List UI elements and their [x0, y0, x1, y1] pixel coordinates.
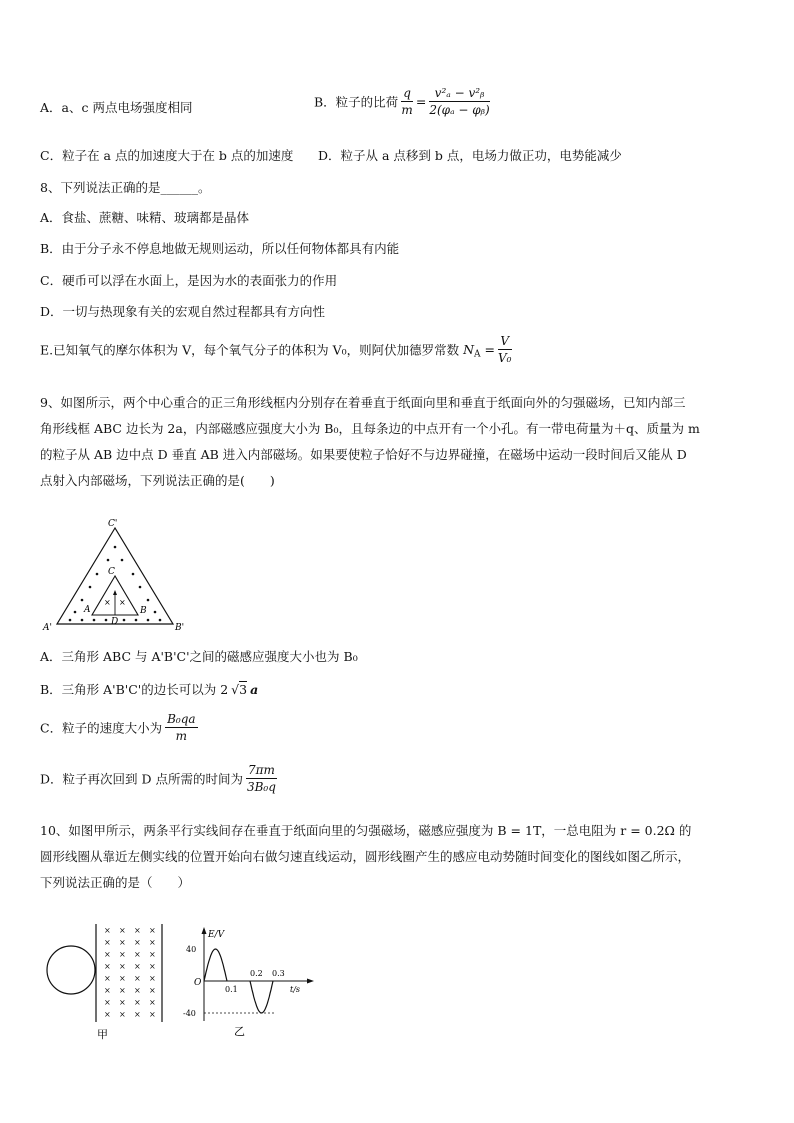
field-cross: × [104, 926, 111, 935]
label-d: D [111, 617, 119, 627]
q7-option-b-lhs: $\frac{q}{m}$ [401, 86, 413, 117]
q10-stem: 10、如图甲所示，两条平行实线间存在垂直于纸面向里的匀强磁场，磁感应强度为 B = 1T，一总电阻为 r = 0.2Ω 的 圆形线圈从靠近左侧实线的位置开始向右做匀速直线运动，圆形线圈产生的感应电动势随时间变化的图线如图乙所示， 下列说法正确的是（ ） [40, 823, 692, 890]
field-cross: × [119, 998, 126, 1007]
field-cross: × [134, 986, 141, 995]
q9-triangle-figure [40, 514, 190, 636]
field-cross: × [149, 938, 156, 947]
field-cross: × [104, 998, 111, 1007]
emf-series-1-line [204, 949, 227, 981]
field-cross: × [134, 998, 141, 1007]
q8-option-c: C．硬币可以浮在水面上，是因为水的表面张力的作用 [40, 273, 338, 288]
q10-emf-chart [178, 925, 318, 1040]
label-b-inner: B [140, 606, 147, 616]
q7-option-a: A．a、c 两点电场强度相同 [40, 100, 193, 115]
field-cross: × [149, 998, 156, 1007]
field-cross: × [134, 1010, 141, 1019]
field-cross: × [149, 986, 156, 995]
field-cross: × [149, 926, 156, 935]
q8-option-e-fraction: $\frac{V}{\text{V₀}}$ [498, 334, 512, 365]
q9-option-c-fraction: $\frac{\text{B₀qa}}{m}$ [167, 712, 196, 743]
field-cross: × [134, 962, 141, 971]
field-cross: × [104, 1010, 111, 1019]
label-c-inner: C [108, 567, 115, 577]
caption-jia: 甲 [97, 1028, 108, 1041]
field-cross: × [104, 962, 111, 971]
emf-series-2-line [250, 981, 273, 1013]
q8-option-a: A．食盐、蔗糖、味精、玻璃都是晶体 [40, 210, 250, 225]
field-cross: × [119, 1010, 126, 1019]
field-crosses [104, 926, 156, 1019]
field-cross: × [119, 926, 126, 935]
q7-option-b: B．粒子的比荷 $\frac{q}{m}$ = $\frac{\text{v²ₐ − v²ᵦ}}{\text{2(φₐ − φᵦ)}}$ [314, 86, 490, 117]
x-axis-label: t/s [290, 985, 301, 994]
x-tick-label-0.1: 0.1 [225, 985, 238, 994]
q7-option-a-text: a、c 两点电场强度相同 [61, 100, 193, 115]
field-cross: × [134, 950, 141, 959]
cross-mark: × [119, 598, 126, 607]
field-cross: × [104, 974, 111, 983]
q8-option-d: D．一切与热现象有关的宏观自然过程都具有方向性 [40, 304, 326, 319]
q7-option-b-rhs: $\frac{\text{v²ₐ − v²ᵦ}}{\text{2(φₐ − φᵦ)}}$ [429, 86, 490, 117]
field-cross: × [149, 962, 156, 971]
q9-option-b: B．三角形 A'B'C'的边长可以为 2 √3 a [40, 682, 259, 697]
q9-stem: 9、如图所示，两个中心重合的正三角形线框内分别存在着垂直于纸面向里和垂直于纸面向外的匀强磁场，已知内部三 角形线框 ABC 边长为 2a，内部磁感应强度大小为 B₀，且每条边的中点开有一个小孔。有一带电荷量为＋q、质量为 m 的粒子从 AB 边中点 D 垂直 AB 进入内部磁场。如果要使粒子恰好不与边界碰撞，在磁场中运动一段时间后又能从 D 点射入内部磁场，下列说法正确的是( ) [40, 395, 700, 488]
field-cross: × [119, 962, 126, 971]
field-cross: × [134, 926, 141, 935]
field-cross: × [104, 938, 111, 947]
q8-option-b: B．由于分子永不停息地做无规则运动，所以任何物体都具有内能 [40, 241, 400, 256]
coil-circle [47, 946, 95, 994]
y-tick-label-minus40: -40 [183, 1009, 196, 1018]
cross-mark: × [104, 598, 111, 607]
q7-option-d: D．粒子从 a 点移到 b 点，电场力做正功，电势能减少 [318, 148, 622, 163]
q7-option-c: C．粒子在 a 点的加速度大于在 b 点的加速度 [40, 148, 294, 163]
label-a-inner: A [84, 605, 91, 615]
x-tick-label-0.2: 0.2 [250, 969, 263, 978]
q9-option-a: A．三角形 ABC 与 A'B'C'之间的磁感应强度大小也为 B₀ [40, 649, 358, 664]
q8-stem: 8、下列说法正确的是______。 [40, 180, 211, 195]
q9-option-d: D．粒子再次回到 D 点所需的时间为 $\frac{7\pi m}{\text{3B₀q}}$ [40, 763, 276, 794]
y-tick-label-40: 40 [186, 945, 197, 954]
field-cross: × [119, 938, 126, 947]
field-cross: × [119, 950, 126, 959]
field-cross: × [104, 986, 111, 995]
field-cross: × [134, 938, 141, 947]
field-cross: × [149, 974, 156, 983]
field-cross: × [119, 974, 126, 983]
label-a-outer: A' [43, 623, 52, 633]
field-cross: × [149, 1010, 156, 1019]
q9-option-c: C．粒子的速度大小为 $\frac{\text{B₀qa}}{m}$ [40, 712, 196, 743]
caption-yi: 乙 [234, 1025, 245, 1038]
q9-option-d-fraction: $\frac{7\pi m}{\text{3B₀q}}$ [246, 763, 276, 794]
origin-label: O [194, 978, 202, 988]
field-cross: × [119, 986, 126, 995]
y-axis-label: E/V [208, 930, 225, 940]
field-cross: × [149, 950, 156, 959]
field-cross: × [134, 974, 141, 983]
field-cross: × [104, 950, 111, 959]
q8-option-e: E.已知氧气的摩尔体积为 V，每个氧气分子的体积为 V₀，则阿伏加德罗常数 $N_A$ = $\frac{V}{\text{V₀}}$ [40, 334, 512, 365]
label-b-outer: B' [175, 623, 185, 633]
q10-figure-jia [44, 922, 164, 1042]
label-c-outer: C' [108, 519, 118, 529]
x-tick-label-0.3: 0.3 [272, 969, 285, 978]
